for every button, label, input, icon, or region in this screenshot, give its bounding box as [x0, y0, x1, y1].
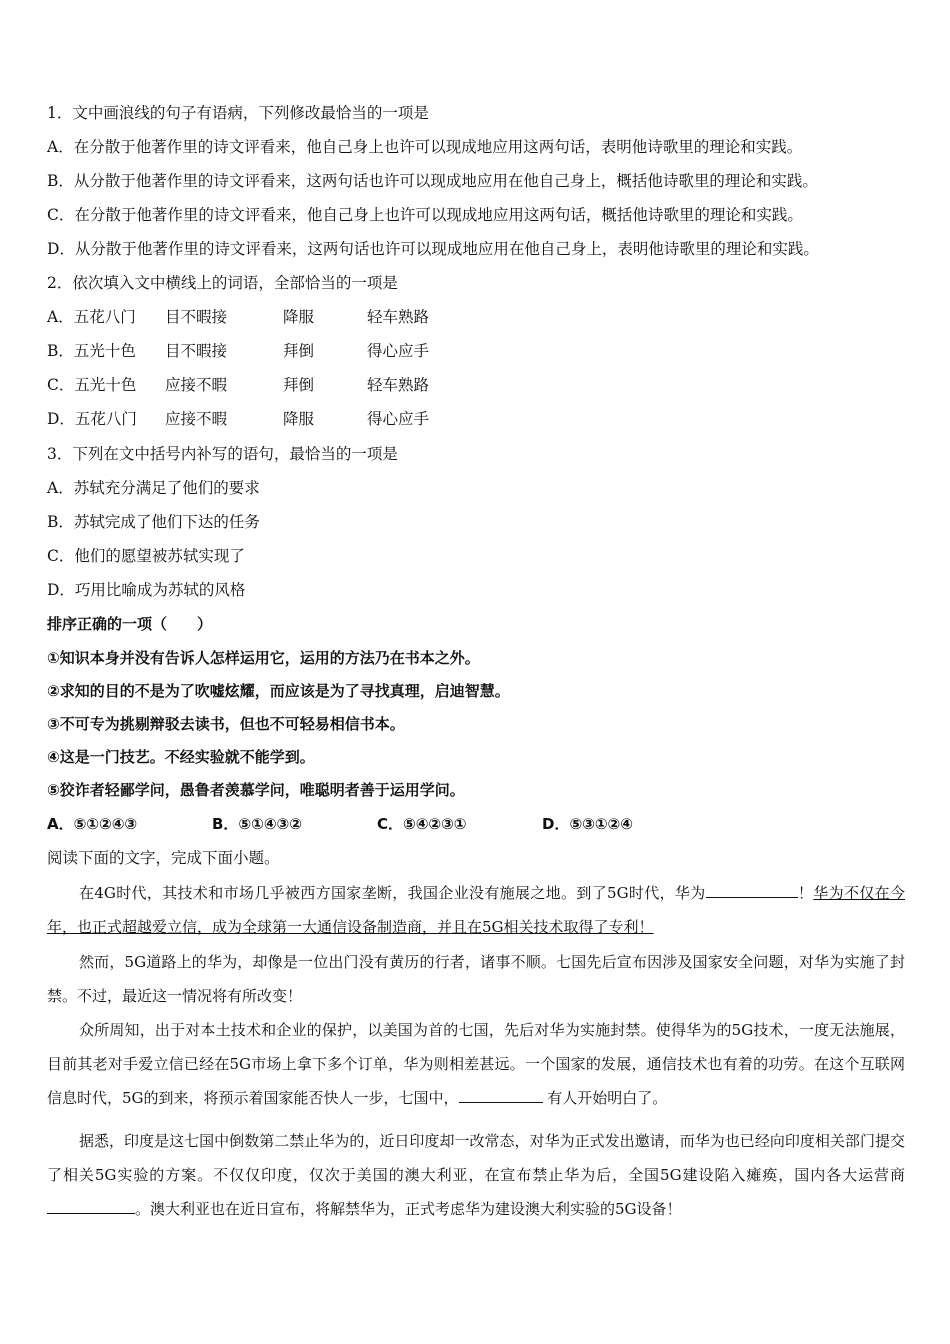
q2-option-c — [47, 375, 429, 395]
q2-stem: 2．依次填入文中横线上的词语，全部恰当的一项是 — [47, 274, 398, 292]
q3-option-c: C．他们的愿望被苏轼实现了 — [47, 547, 245, 565]
p1-text-end: ！ — [797, 884, 814, 902]
reading-paragraph-4 — [47, 1124, 905, 1226]
p3-text-end: 有人开始明白了。 — [542, 1089, 668, 1107]
q2-a-col4: 轻车熟路 — [367, 308, 430, 326]
reading-paragraph-3 — [47, 1013, 905, 1115]
q1-option-b: B．从分散于他著作里的诗文评看来，这两句话也许可以现成地应用在他自己身上，概括他诗歌里的理论和实践。 — [47, 172, 818, 190]
q2-d-col3: 降服 — [283, 410, 315, 428]
q2-c-col2: 应接不暇 — [165, 376, 228, 394]
q2-d-col1: D．五花八门 — [47, 410, 137, 428]
q2-b-col1: B．五光十色 — [47, 342, 136, 360]
q2-b-col2: 目不暇接 — [165, 342, 228, 360]
q3-option-a: A．苏轼充分满足了他们的要求 — [47, 479, 260, 497]
q3-stem: 3．下列在文中括号内补写的语句，最恰当的一项是 — [47, 445, 398, 463]
q1-option-c: C．在分散于他著作里的诗文评看来，他自己身上也许可以现成地应用这两句话，概括他诗歌里的理论和实践。 — [47, 206, 803, 224]
p1-text: 在4G时代，其技术和市场几乎被西方国家垄断，我国企业没有施展之地。到了5G时代，华为 — [79, 884, 706, 902]
sort-item-3: ③不可专为挑剔辩驳去读书，但也不可轻易相信书本。 — [47, 715, 405, 733]
sort-answer-a: A．⑤①②④③ — [47, 815, 138, 833]
p4-blank — [47, 1197, 135, 1214]
sort-answers — [47, 814, 633, 834]
q2-a-col1: A．五花八门 — [47, 308, 136, 326]
sort-answer-c: C．⑤④②③① — [377, 815, 467, 833]
p4-text-end: 。澳大利亚也在近日宣布，将解禁华为，正式考虑华为建设澳大利实验的5G设备！ — [135, 1200, 682, 1218]
sort-item-4: ④这是一门技艺。不经实验就不能学到。 — [47, 748, 315, 766]
q2-d-col4: 得心应手 — [367, 410, 430, 428]
sort-stem: 排序正确的一项（ ） — [47, 615, 213, 633]
q2-option-b — [47, 341, 429, 361]
sort-item-1: ①知识本身并没有告诉人怎样运用它，运用的方法乃在书本之外。 — [47, 649, 480, 667]
q2-a-col2: 目不暇接 — [165, 308, 228, 326]
reading-intro: 阅读下面的文字，完成下面小题。 — [47, 849, 280, 867]
p3-blank — [459, 1086, 543, 1103]
q2-c-col4: 轻车熟路 — [367, 376, 430, 394]
sort-item-5: ⑤狡诈者轻鄙学问，愚鲁者羡慕学问，唯聪明者善于运用学问。 — [47, 781, 465, 799]
reading-paragraph-1 — [47, 876, 905, 944]
q1-option-a: A．在分散于他著作里的诗文评看来，他自己身上也许可以现成地应用这两句话，表明他诗歌里的理论和实践。 — [47, 138, 803, 156]
q2-d-col2: 应接不暇 — [165, 410, 228, 428]
sort-item-2: ②求知的目的不是为了吹嘘炫耀，而应该是为了寻找真理，启迪智慧。 — [47, 682, 510, 700]
p3-text: 众所周知，出于对本土技术和企业的保护，以美国为首的七国，先后对华为实施封禁。使得华为的5G技术，一度无法施展，目前其老对手爱立信已经在5G市场上拿下多个订单，华为则相差甚远。一个国家的发展，通信技术也有着的功劳。在这个互联网信息时代，5G的到来，将预示着国家能否快人一步，七国中， — [47, 1021, 905, 1107]
q3-option-d: D．巧用比喻成为苏轼的风格 — [47, 581, 246, 599]
q3-option-b: B．苏轼完成了他们下达的任务 — [47, 513, 260, 531]
q2-option-d — [47, 409, 429, 429]
q2-a-col3: 降服 — [283, 308, 315, 326]
q2-b-col4: 得心应手 — [367, 342, 430, 360]
q2-c-col3: 拜倒 — [283, 376, 315, 394]
reading-paragraph-2: 然而，5G道路上的华为，却像是一位出门没有黄历的行者，诸事不顺。七国先后宣布因涉及国家安全问题，对华为实施了封禁。不过，最近这一情况将有所改变！ — [47, 953, 905, 1005]
p1-blank — [706, 881, 798, 898]
q2-option-a — [47, 307, 429, 327]
q1-option-d: D．从分散于他著作里的诗文评看来，这两句话也许可以现成地应用在他自己身上，表明他诗歌里的理论和实践。 — [47, 240, 819, 258]
sort-answer-b: B．⑤①④③② — [212, 815, 302, 833]
p1-underlined-sentence: 华为不仅在今年，也正式超越爱立信，成为全球第一大通信设备制造商，并且在5G相关技术取得了专利！ — [47, 884, 905, 936]
q2-c-col1: C．五光十色 — [47, 376, 137, 394]
sort-answer-d: D．⑤③①②④ — [542, 815, 633, 833]
q2-b-col3: 拜倒 — [283, 342, 315, 360]
p4-text: 据悉，印度是这七国中倒数第二禁止华为的，近日印度却一改常态，对华为正式发出邀请，而华为也已经向印度相关部门提交了相关5G实验的方案。不仅仅印度，仅次于美国的澳大利亚，在宣布禁止华为后，全国5G建设陷入瘫痪，国内各大运营商 — [47, 1132, 905, 1184]
q1-stem: 1．文中画浪线的句子有语病，下列修改最恰当的一项是 — [47, 104, 429, 122]
